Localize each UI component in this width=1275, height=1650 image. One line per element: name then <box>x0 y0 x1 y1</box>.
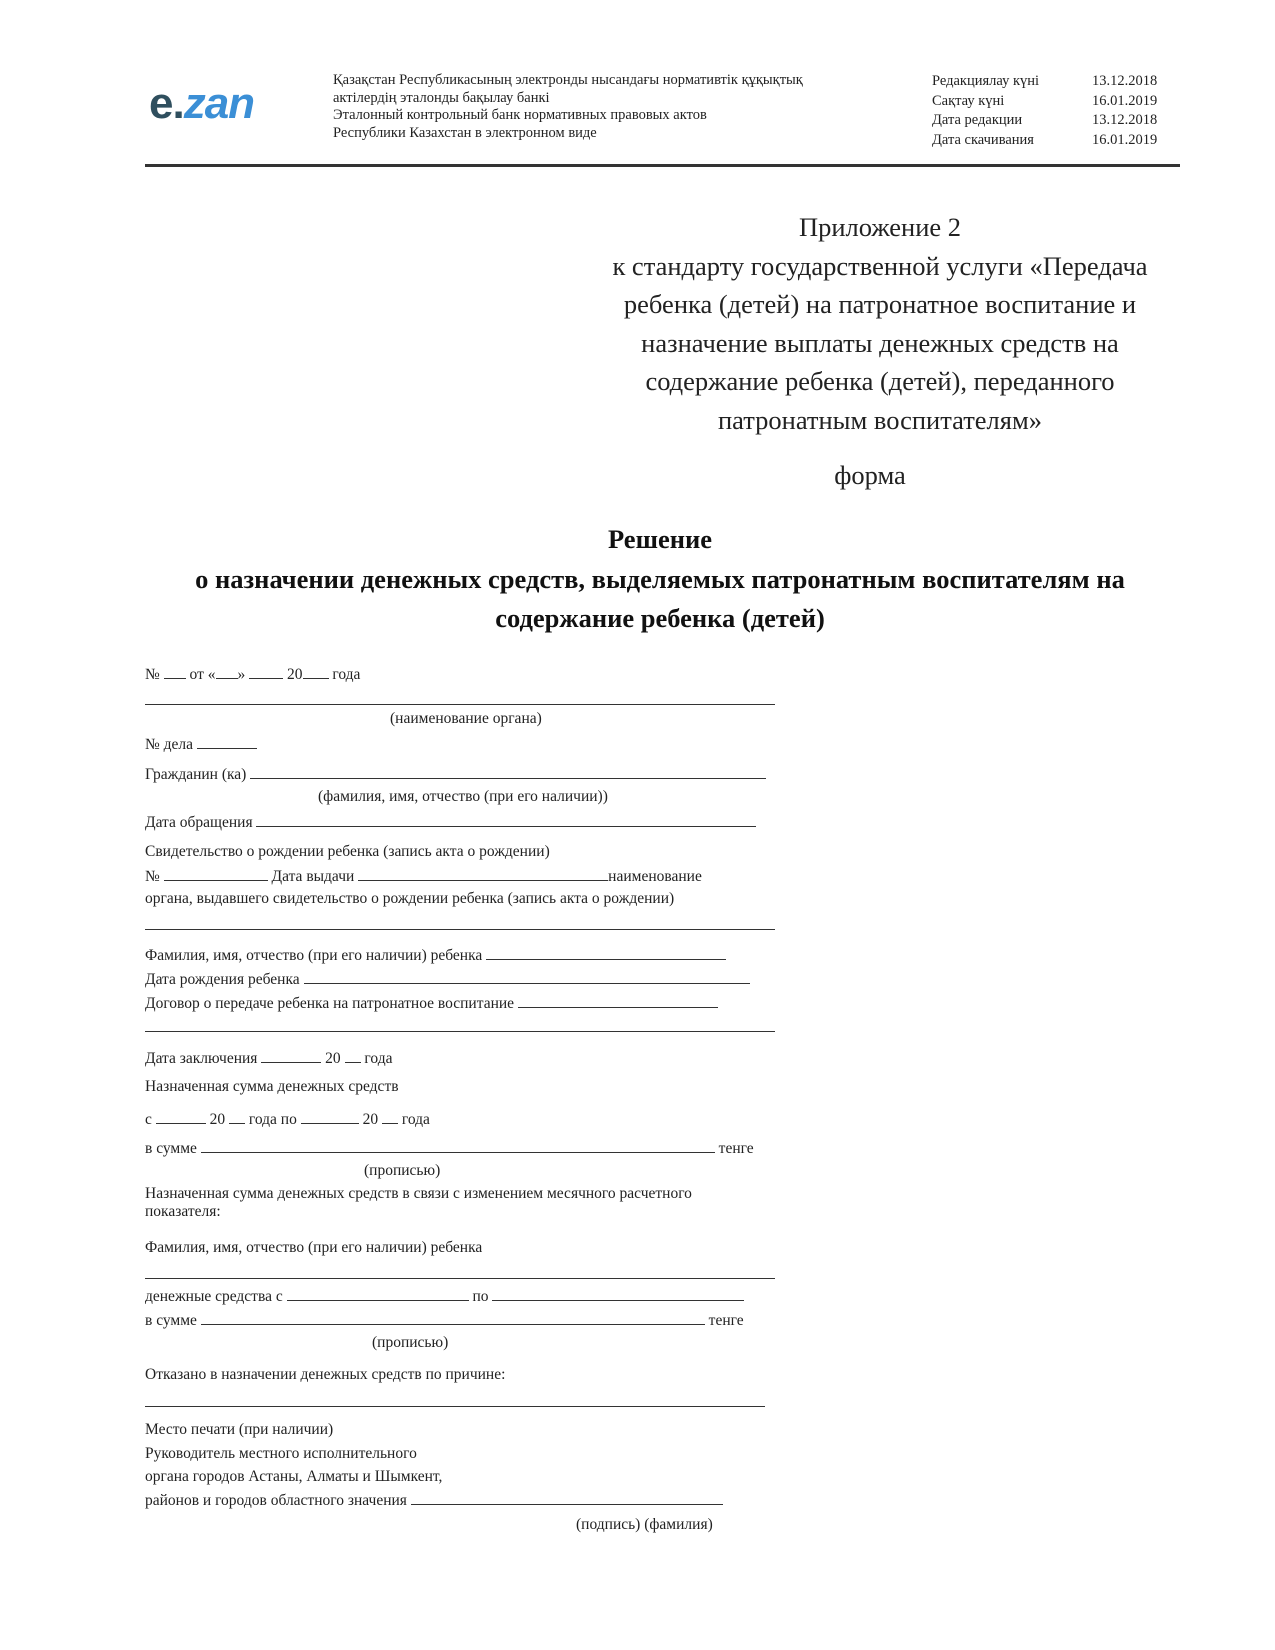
year-field[interactable] <box>303 664 329 679</box>
refused-label: Отказано в назначении денежных средств по причине: <box>145 1366 506 1383</box>
header-description-line: актілердің эталонды бақылау банкі <box>333 89 550 106</box>
signature-caption: (подпись) (фамилия) <box>576 1516 713 1533</box>
appeal-date-field[interactable] <box>256 812 756 827</box>
cert-details-line: № Дата выдачи наименование <box>145 868 702 885</box>
fio-caption: (фамилия, имя, отчество (при его наличии)) <box>318 788 608 805</box>
case-number-field[interactable] <box>197 734 257 749</box>
meta-value: 16.01.2019 <box>1092 92 1158 109</box>
head-line-3: районов и городов областного значения <box>145 1489 723 1513</box>
child-fio-label-2: Фамилия, имя, отчество (при его наличии) ребенка <box>145 1239 483 1256</box>
conclusion-date-line: Дата заключения 20 года <box>145 1050 393 1067</box>
sum-line-2: в сумме тенге <box>145 1312 744 1329</box>
decision-number-line: № от « » 20 года <box>145 666 361 683</box>
meta-row <box>932 131 1157 151</box>
meta-label: Редакциялау күні <box>932 73 1040 89</box>
header-description-line: Республики Казахстан в электронном виде <box>333 124 597 141</box>
birth-cert-label: Свидетельство о рождении ребенка (запись акта о рождении) <box>145 843 550 860</box>
title-line-2: о назначении денежных средств, выделяемых патронатным воспитателям на <box>195 563 1125 594</box>
issue-date-field[interactable] <box>358 866 608 881</box>
meta-value: 13.12.2018 <box>1092 112 1158 128</box>
appendix-line: ребенка (детей) на патронатное воспитание и <box>623 289 1137 320</box>
assigned-sum-label: Назначенная сумма денежных средств <box>145 1078 399 1095</box>
title-line-3: содержание ребенка (детей) <box>495 603 825 633</box>
child-birth-line: Дата рождения ребенка <box>145 969 750 989</box>
organ-line[interactable] <box>145 704 775 705</box>
sum-field-2[interactable] <box>201 1310 705 1325</box>
appeal-date-line: Дата обращения <box>145 812 756 832</box>
month-field[interactable] <box>249 664 283 679</box>
child-fio-line-2[interactable] <box>145 1278 775 1279</box>
sum-line: в сумме тенге <box>145 1140 754 1157</box>
cert-number-field[interactable] <box>164 866 268 881</box>
header-description-line: Қазақстан Республикасының электронды нысандағы нормативтік құқықтық <box>333 72 803 88</box>
form-label: форма <box>834 460 906 490</box>
citizen-line: Гражданин (ка) <box>145 764 766 784</box>
meta-label: Сақтау күні <box>932 92 1005 109</box>
appendix-line: к стандарту государственной услуги «Передача <box>612 250 1148 281</box>
stamp-label: Место печати (при наличии) <box>145 1421 334 1438</box>
case-number-line: № дела <box>145 734 257 754</box>
signature-field[interactable] <box>411 1490 723 1505</box>
meta-label: Дата скачивания <box>932 131 1034 148</box>
meta-row <box>932 72 1157 92</box>
header-divider <box>145 164 1180 167</box>
citizen-field[interactable] <box>250 764 766 779</box>
appendix-line: Приложение 2 <box>798 212 962 242</box>
number-field[interactable] <box>164 664 186 679</box>
ezan-logo: e.zan <box>149 79 255 128</box>
words-caption: (прописью) <box>364 1162 441 1179</box>
signature-block <box>145 1418 723 1512</box>
organ-caption: (наименование органа) <box>390 710 542 727</box>
conclusion-date-field[interactable] <box>261 1048 321 1063</box>
header-description-line: Эталонный контрольный банк нормативных правовых актов <box>333 107 707 123</box>
header-meta <box>932 72 1157 150</box>
mrp-label: Назначенная сумма денежных средств в связи с изменением месячного расчетного показателя: <box>145 1185 692 1220</box>
meta-row <box>932 92 1157 112</box>
head-line-2: органа городов Астаны, Алматы и Шымкент, <box>145 1468 443 1485</box>
period-end-field[interactable] <box>301 1109 359 1124</box>
child-fio-field[interactable] <box>486 945 726 960</box>
meta-value: 16.01.2019 <box>1092 131 1158 148</box>
conclusion-year-field[interactable] <box>345 1048 361 1063</box>
child-birth-field[interactable] <box>304 969 750 984</box>
document-title <box>100 520 1220 639</box>
title-line-1: Решение <box>607 524 713 554</box>
meta-label: Дата редакции <box>932 112 1023 128</box>
period-start-field[interactable] <box>156 1109 206 1124</box>
appendix-line: патронатным воспитателям» <box>717 404 1042 435</box>
header-description <box>333 72 803 142</box>
contract-line-2[interactable] <box>145 1031 775 1032</box>
sum-field[interactable] <box>201 1138 715 1153</box>
contract-field[interactable] <box>518 993 718 1008</box>
appendix-line: назначение выплаты денежных средств на <box>641 327 1119 358</box>
contract-line: Договор о передаче ребенка на патронатное воспитание <box>145 993 718 1013</box>
meta-value: 13.12.2018 <box>1092 73 1158 89</box>
meta-row <box>932 111 1157 131</box>
child-fio-line: Фамилия, имя, отчество (при его наличии) ребенка <box>145 945 726 965</box>
period-line: с 20 года по 20 года <box>145 1111 430 1128</box>
appendix-line: содержание ребенка (детей), переданного <box>645 366 1115 397</box>
period-end-year-field[interactable] <box>382 1109 398 1124</box>
funds-to-field[interactable] <box>492 1286 744 1301</box>
issuer-line[interactable] <box>145 929 775 930</box>
words-caption-2: (прописью) <box>372 1334 449 1351</box>
appendix-block <box>540 208 1220 440</box>
refused-reason-line[interactable] <box>145 1406 765 1407</box>
issuer-label: органа, выдавшего свидетельство о рождении ребенка (запись акта о рождении) <box>145 890 675 907</box>
funds-from-field[interactable] <box>287 1286 469 1301</box>
funds-period-line: денежные средства с по <box>145 1286 744 1306</box>
period-start-year-field[interactable] <box>229 1109 245 1124</box>
day-field[interactable] <box>216 664 238 679</box>
head-line-1: Руководитель местного исполнительного <box>145 1444 417 1462</box>
